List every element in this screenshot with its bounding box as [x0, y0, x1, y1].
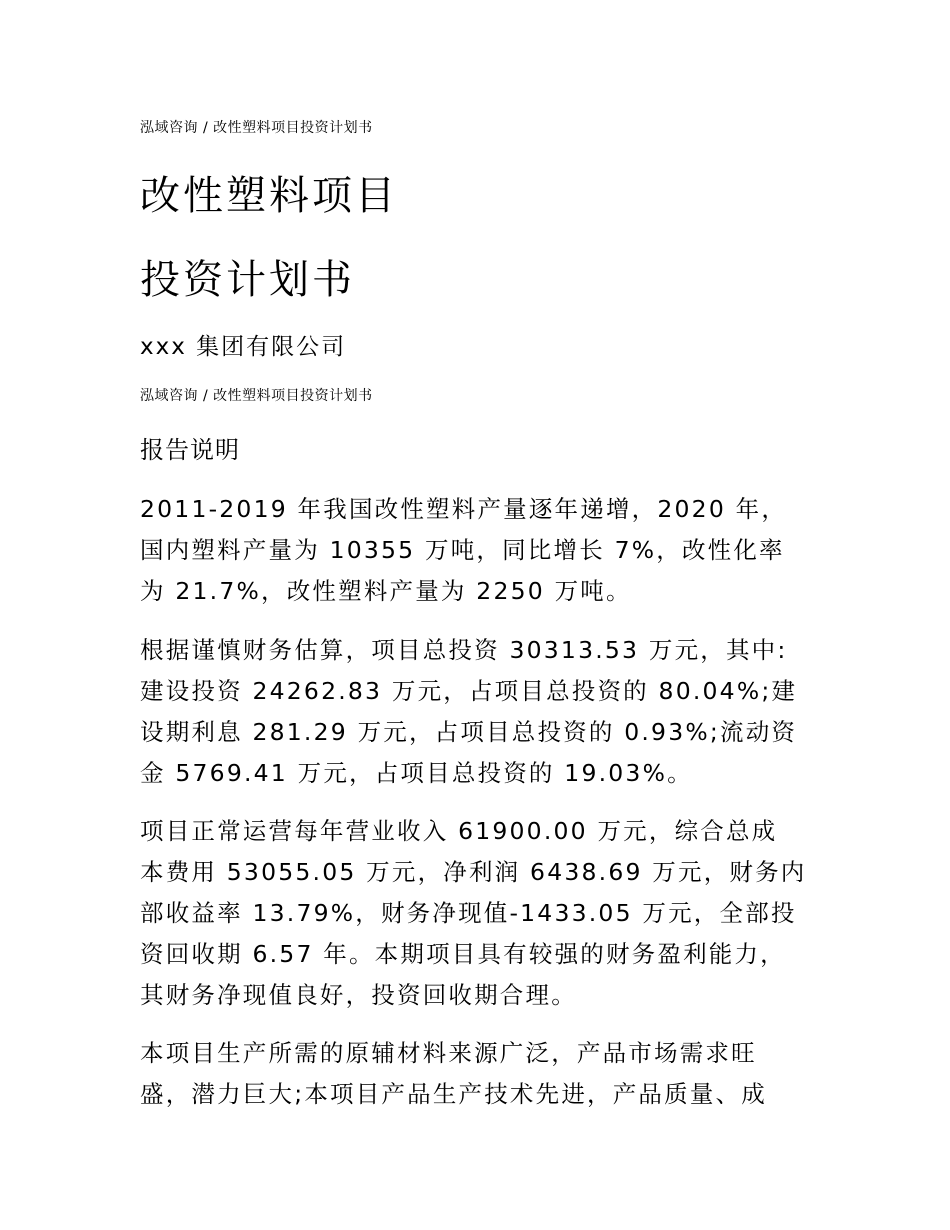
- document-title-line2: 投资计划书: [140, 257, 355, 303]
- paragraph-financials: [140, 811, 820, 1016]
- paragraph-materials: [140, 1033, 820, 1115]
- paragraph-line: 建设投资 24262.83 万元，占项目总投资的 80.04%;建: [140, 677, 798, 705]
- paragraph-line: 其财务净现值良好，投资回收期合理。: [140, 981, 577, 1009]
- paragraph-line: 项目正常运营每年营业收入 61900.00 万元，综合总成: [140, 817, 778, 845]
- paragraph-line: 国内塑料产量为 10355 万吨，同比增长 7%，改性化率: [140, 536, 785, 564]
- paragraph-line: 金 5769.41 万元，占项目总投资的 19.03%。: [140, 759, 693, 787]
- paragraph-line: 设期利息 281.29 万元，占项目总投资的 0.93%;流动资: [140, 718, 798, 746]
- paragraph-investment: [140, 630, 820, 794]
- paragraph-line: 本费用 53055.05 万元，净利润 6438.69 万元，财务内: [140, 858, 807, 886]
- document-title-line1: 改性塑料项目: [140, 173, 398, 219]
- paragraph-production: [140, 489, 820, 612]
- paragraph-line: 部收益率 13.79%，财务净现值-1433.05 万元，全部投: [140, 899, 797, 927]
- paragraph-line: 为 21.7%，改性塑料产量为 2250 万吨。: [140, 577, 632, 605]
- paragraph-line: 2011-2019 年我国改性塑料产量逐年递增，2020 年，: [140, 495, 788, 523]
- running-header-repeat: 泓域咨询 / 改性塑料项目投资计划书: [140, 388, 373, 404]
- paragraph-line: 资回收期 6.57 年。本期项目具有较强的财务盈利能力，: [140, 940, 786, 968]
- section-heading: 报告说明: [140, 436, 240, 464]
- paragraph-line: 盛，潜力巨大;本项目产品生产技术先进，产品质量、成: [140, 1080, 767, 1108]
- running-header: 泓域咨询 / 改性塑料项目投资计划书: [140, 120, 373, 136]
- paragraph-line: 本项目生产所需的原辅材料来源广泛，产品市场需求旺: [140, 1039, 757, 1067]
- company-name: xxx 集团有限公司: [140, 334, 347, 360]
- paragraph-line: 根据谨慎财务估算，项目总投资 30313.53 万元，其中:: [140, 636, 788, 664]
